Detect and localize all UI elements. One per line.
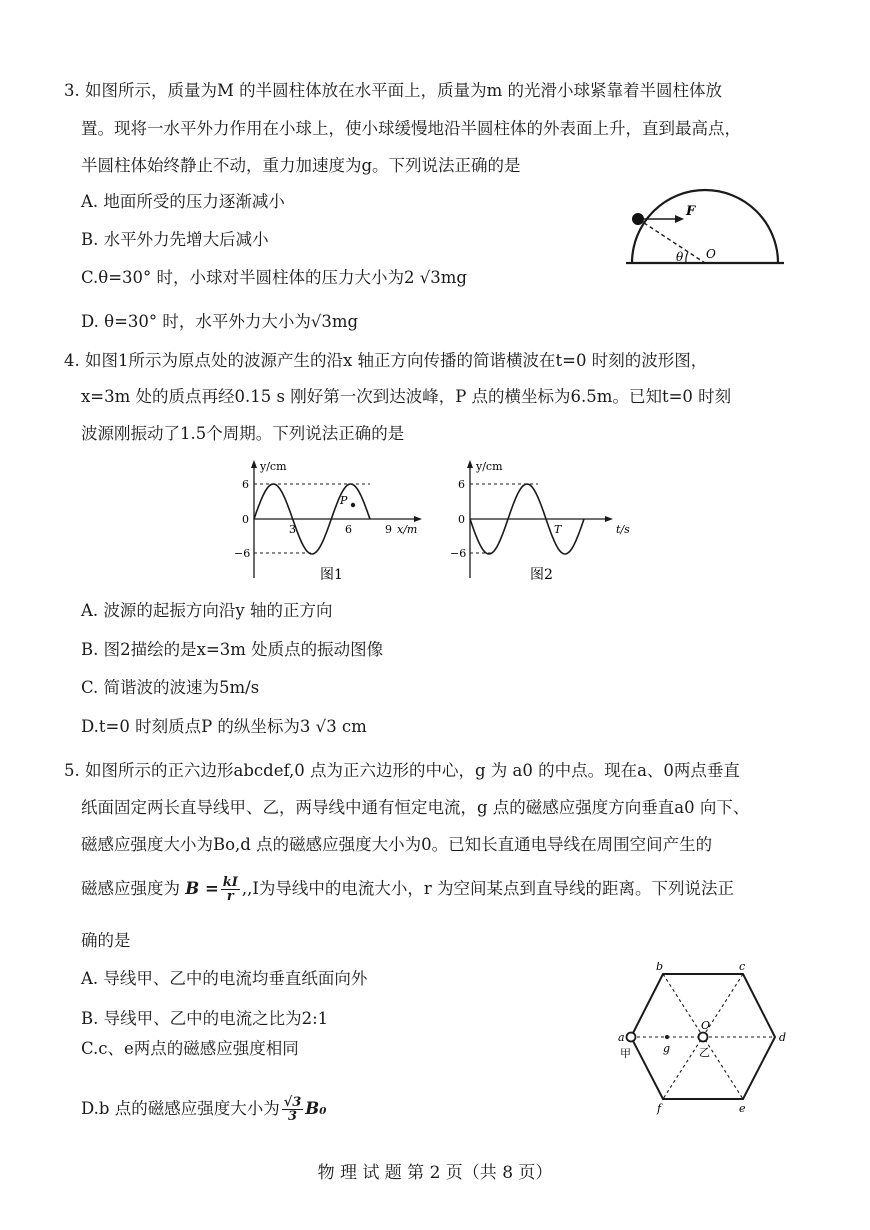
q5-line4-prefix: 磁感应强度为: [81, 879, 186, 898]
q3-stem-line3: 半圆柱体始终静止不动，重力加速度为g。下列说法正确的是: [81, 156, 521, 175]
fig2-y6: 6: [458, 478, 465, 491]
label-F: F: [686, 204, 696, 219]
option-d-B0: B₀: [305, 1099, 327, 1118]
q5-stem-line4: [81, 874, 734, 904]
q3-semicylinder-figure: [620, 185, 790, 271]
q5-line4-suffix: ,,I为导线中的电流大小，r 为空间某点到直导线的距离。下列说法正: [241, 879, 734, 898]
fig1-x6: 6: [345, 523, 352, 536]
q4-stem-line2: x=3m 处的质点再经0.15 s 刚好第一次到达波峰，P 点的横坐标为6.5m。已知t=0 时刻: [81, 387, 732, 406]
option-d-denominator: 3: [287, 1109, 298, 1124]
radius-dashed: [638, 219, 705, 263]
ball: [632, 213, 644, 225]
semicircle-arc: [632, 190, 778, 263]
point-P: [351, 503, 355, 507]
fig1-yneg6: −6: [234, 547, 251, 560]
theta-arc: [686, 252, 688, 263]
label-b: b: [656, 962, 664, 973]
label-g: g: [663, 1042, 671, 1055]
label-f: f: [657, 1102, 662, 1115]
q5-option-b: B. 导线甲、乙中的电流之比为2:1: [81, 1009, 329, 1028]
label-a: a: [618, 1031, 625, 1044]
q3-option-b: B. 水平外力先增大后减小: [81, 230, 269, 249]
formula-numerator: kI: [222, 875, 238, 890]
q4-option-a: A. 波源的起振方向沿y 轴的正方向: [81, 601, 333, 620]
q5-stem-line5: 确的是: [81, 931, 131, 950]
q4-option-d: D.t=0 时刻质点P 的纵坐标为3 √3 cm: [81, 717, 367, 736]
q5-option-a: A. 导线甲、乙中的电流均垂直纸面向外: [81, 969, 368, 988]
fig2-caption: 图2: [530, 567, 553, 583]
q5-hexagon-figure: [615, 962, 795, 1117]
formula-fraction: [221, 876, 240, 903]
label-d: d: [779, 1031, 787, 1044]
fig2-ylabel: y/cm: [476, 460, 503, 473]
formula-B: B =: [185, 879, 219, 898]
fig1-ylabel: y/cm: [260, 460, 287, 473]
y-axis-arrow: [251, 460, 257, 468]
fig1-y0: 0: [242, 513, 249, 526]
q5-option-d: [81, 1094, 326, 1124]
fig2-tlabel: t/s: [616, 523, 630, 536]
page-footer: 物 理 试 题 第 2 页（共 8 页）: [317, 1163, 553, 1183]
label-theta: θ: [676, 250, 684, 264]
fig2-yneg6: −6: [450, 547, 467, 560]
fig1-x3: 3: [289, 523, 296, 536]
q3-stem-line1: 3. 如图所示，质量为M 的半圆柱体放在水平面上，质量为m 的光滑小球紧靠着半圆柱体放: [64, 81, 723, 100]
fig1-caption: 图1: [320, 567, 343, 583]
fig1-xlabel: x/m: [397, 523, 418, 536]
q3-option-d: D. θ=30° 时，水平外力大小为√3mg: [81, 312, 359, 331]
q4-figure1-waveform: [232, 458, 432, 588]
option-d-numerator: √3: [283, 1095, 302, 1110]
fig1-P: P: [340, 494, 348, 507]
q5-stem-line3: 磁感应强度大小为Bo,d 点的磁感应强度大小为0。已知长直通电导线在周围空间产生的: [81, 835, 713, 854]
wire-jia: [627, 1033, 636, 1042]
fig2-y0: 0: [458, 513, 465, 526]
q4-option-b: B. 图2描绘的是x=3m 处质点的振动图像: [81, 640, 384, 659]
y-axis-arrow: [467, 460, 473, 468]
t-axis-arrow: [605, 516, 613, 522]
fig1-x9: 9: [385, 523, 392, 536]
formula-denominator: r: [226, 889, 234, 904]
q3-stem-line2: 置。现将一水平外力作用在小球上，使小球缓慢地沿半圆柱体的外表面上升，直到最高点，: [81, 119, 741, 138]
label-O: O: [701, 1019, 711, 1032]
option-d-fraction: [282, 1096, 304, 1123]
label-O: O: [706, 247, 716, 261]
q3-option-c: C.θ=30° 时，小球对半圆柱体的压力大小为2 √3mg: [81, 268, 467, 287]
force-arrowhead: [675, 215, 684, 223]
q5-option-c: C.c、e两点的磁感应强度相同: [81, 1039, 299, 1058]
fig1-y6: 6: [242, 478, 249, 491]
label-e: e: [739, 1102, 746, 1115]
label-jia: 甲: [620, 1047, 631, 1060]
q3-option-a: A. 地面所受的压力逐渐减小: [81, 192, 285, 211]
x-axis-arrow: [414, 516, 422, 522]
fig2-T: T: [554, 523, 562, 536]
label-yi: 乙: [699, 1046, 710, 1059]
q4-stem-line3: 波源刚振动了1.5个周期。下列说法正确的是: [81, 424, 405, 443]
point-g: [665, 1035, 669, 1039]
q4-figure2-vibration: [448, 458, 648, 588]
q5-option-d-text: D.b 点的磁感应强度大小为: [81, 1099, 280, 1118]
q4-stem-line1: 4. 如图1所示为原点处的波源产生的沿x 轴正方向传播的简谐横波在t=0 时刻的波形图，: [64, 351, 708, 370]
label-c: c: [739, 962, 746, 973]
q5-stem-line1: 5. 如图所示的正六边形abcdef,0 点为正六边形的中心，g 为 a0 的中点。现在a、0两点垂直: [64, 761, 740, 780]
q5-stem-line2: 纸面固定两长直导线甲、乙，两导线中通有恒定电流，g 点的磁感应强度方向垂直a0 向下、: [81, 798, 750, 817]
q4-option-c: C. 简谐波的波速为5m/s: [81, 678, 260, 697]
wire-yi: [699, 1033, 708, 1042]
